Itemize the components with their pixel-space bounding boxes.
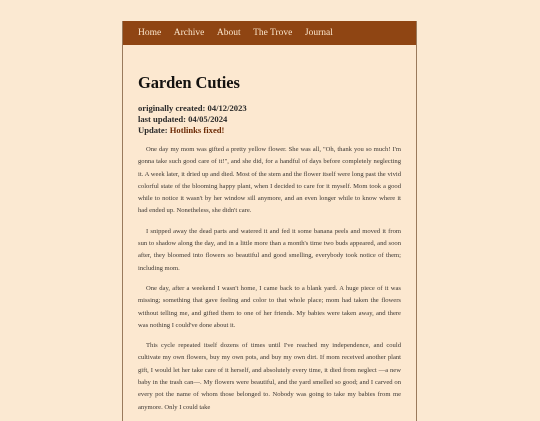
page-column bbox=[122, 21, 417, 421]
paragraph-1: One day my mom was gifted a pretty yellow flower. She was all, "Oh, thank you so much! I'm gonna take such good care of it!", and she did, for a handful of days before completely neglecting it. A week later, it dried up and died. Most of the stem and the flower itself were long past the vivid colorful state of the blooming happy plant, when I decided to care for it myself. Mom took a good while to notice it wasn't by her window sill anymore, and an even longer while to know where it had ended up. Nonetheless, she didn't care. bbox=[138, 146, 401, 215]
created-date: originally created: 04/12/2023 bbox=[138, 103, 247, 113]
paragraph-4: This cycle repeated itself dozens of times until I've reached my independence, and could cultivate my own flowers, buy my own pots, and buy my own dirt. If mom received another plant gift, I would let her take care of it herself, and absolutely every time, it died from neglect —a new baby in the trash can—. My flowers were beautiful, and the yard smelled so good; and I carved on every pot the name of whom those belonged to. Nobody was going to take my babies from me anymore. Only I could take bbox=[138, 342, 401, 411]
update-link[interactable]: Hotlinks fixed! bbox=[169, 125, 225, 135]
updated-date: last updated: 04/05/2024 bbox=[138, 114, 228, 124]
post-content bbox=[123, 45, 416, 414]
paragraph-3: One day, after a weekend I wasn't home, I came back to a blank yard. A huge piece of it was missing; something that gave feeling and color to that whole place; mom had taken the flowers without telling me, and gifted them to one of her friends. My babies were taken away, and there was nothing I could've done about it. bbox=[138, 284, 401, 329]
nav-archive-link[interactable]: Archive bbox=[173, 28, 205, 38]
paragraph-2: I snipped away the dead parts and watered it and fed it some banana peels and moved it from sun to shadow along the day, and in a little more than a month's time two buds appeared, and soon after, they bloomed into flowers so beautiful and good smelling, everybody took notice of them; including mom. bbox=[138, 227, 401, 272]
nav-the-trove-link[interactable]: The Trove bbox=[253, 28, 293, 38]
nav-home-link[interactable]: Home bbox=[138, 28, 162, 38]
nav-journal-link[interactable]: Journal bbox=[304, 28, 333, 38]
top-nav bbox=[123, 21, 416, 45]
update-note bbox=[138, 125, 401, 136]
post-meta bbox=[138, 103, 401, 136]
update-label: Update: bbox=[138, 125, 170, 135]
nav-about-link[interactable]: About bbox=[216, 28, 241, 38]
post-title: Garden Cuties bbox=[138, 73, 240, 92]
